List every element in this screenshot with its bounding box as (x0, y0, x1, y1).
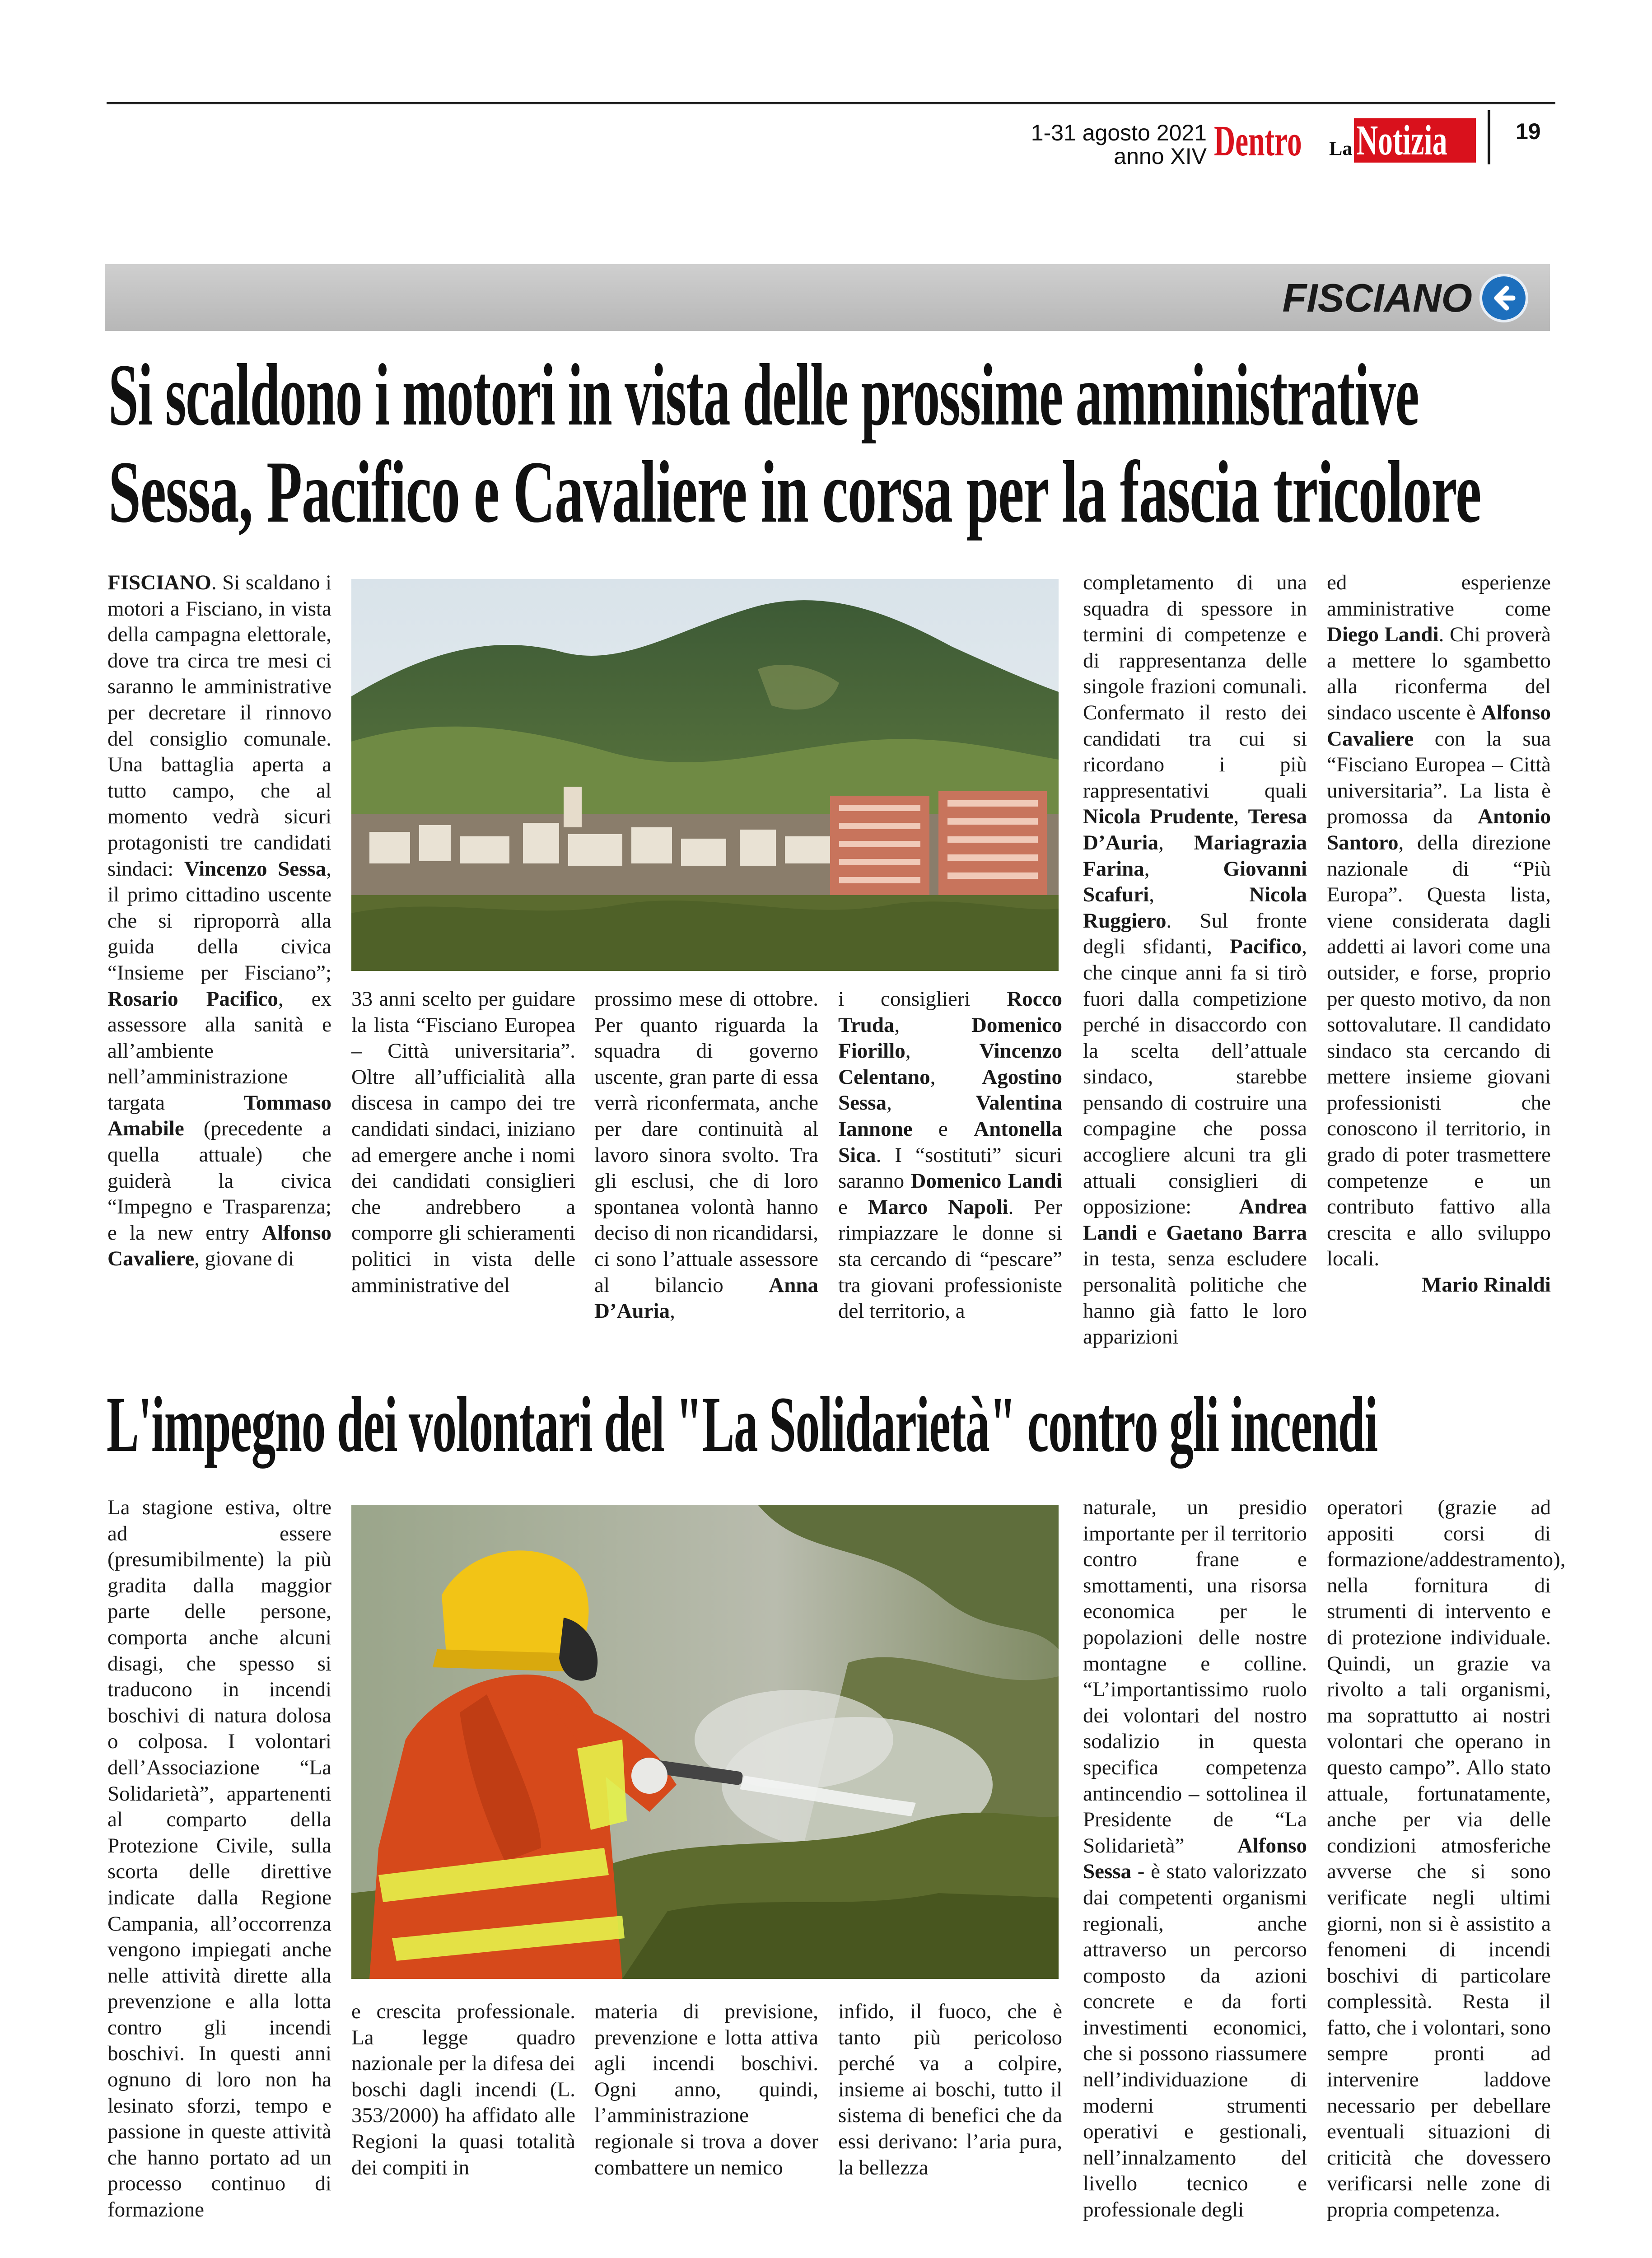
text-run: , il primo cittadino uscente che si riproporrà alla guida della civica “Insieme per Fisciano”; (107, 857, 332, 984)
top-rule (107, 102, 1555, 104)
article2-col4-text (838, 1999, 1062, 2181)
bold-name: Tommaso Amabile (107, 1091, 331, 1141)
bold-name: Antonio Santoro (1327, 805, 1551, 854)
text-run: , (887, 1091, 976, 1115)
bold-name: Teresa D’Auria (1083, 805, 1307, 854)
article1-title-line2: Sessa, Pacifico e Cavaliere in corsa per la fascia tricolore (108, 443, 1481, 541)
bold-name: Marco Napoli (868, 1195, 1008, 1219)
article2-col6-text (1327, 1495, 1566, 2223)
article1-col1 (107, 570, 331, 1333)
byline: Mario Rinaldi (1422, 1273, 1551, 1297)
text-run: prossimo mese di ottobre. Per quanto riguarda la squadra di governo uscente, gran parte di essa verrà riconfermata, anche per dare continuità al lavoro sinora svolto. Tra gli esclusi, che di loro spontanea volontà hanno deciso di non ricandidarsi, ci sono l’attuale assessore al bilancio (594, 987, 818, 1297)
logo-dentro: Dentro (1214, 117, 1302, 165)
article2-col3-text (594, 1999, 818, 2181)
bold-name: Vincenzo Sessa (184, 857, 327, 881)
text-run: . Chi proverà a mettere lo sgambetto alla riconferma del sindaco uscente è (1327, 623, 1551, 724)
bold-name: Agostino Sessa (838, 1065, 1062, 1115)
arrow-left-circle-icon[interactable] (1482, 276, 1526, 320)
text-run: , (930, 1065, 982, 1089)
article1-col2 (351, 986, 575, 1333)
text-run: La stagione estiva, oltre ad essere (presumibilmente) la più gradita dalla maggior parte delle persone, comporta anche alcuni disagi, che spesso si traducono in incendi boschivi di natura dolosa o colposa. I volontari dell’Associazione “La Solidarietà”, appartenenti al comparto della Protezione Civile, sulla scorta delle direttive indicate dalla Regione Campania, all’occorrenza vengono impiegati anche nelle attività dirette alla prevenzione e alla lotta contro gli incendi boschivi. In questi anni ognuno di loro non ha lesinato sforzi, tempo e passione in queste attività che hanno portato ad un processo continuo di formazione (107, 1496, 331, 2222)
article1-col2-text (351, 986, 575, 1298)
masthead-divider (1488, 110, 1490, 164)
text-run: , (1233, 805, 1248, 829)
text-run: , (1158, 830, 1194, 854)
bold-name: Pacifico (1230, 935, 1302, 959)
article2-col5-text (1083, 1495, 1307, 2223)
article1-col3 (594, 986, 818, 1333)
text-run: . Per rimpiazzare le donne si sta cercando di “pescare” tra giovani professioniste del territorio, a (838, 1195, 1062, 1323)
issue-year: anno XIV (1114, 144, 1207, 169)
bold-name: Gaetano Barra (1166, 1221, 1307, 1245)
text-run: e (1137, 1221, 1167, 1245)
issue-date-range: 1-31 agosto 2021 (1031, 120, 1207, 145)
text-run: , (1149, 883, 1250, 907)
text-run: e (912, 1117, 974, 1141)
text-run: 33 anni scelto per guidare la lista “Fisciano Europea – Città universitaria”. Oltre all’ufficialità alla discesa in campo dei tre candidati sindaci, iniziano ad emergere anche i nomi dei candidati consiglieri che andrebbero a comporre gli schieramenti politici in vista delle amministrative del (351, 987, 575, 1297)
article2-col1-text (107, 1495, 331, 2223)
text-run: i consiglieri (838, 987, 1007, 1011)
article2-col6 (1327, 1495, 1566, 2222)
logo-la: La (1329, 137, 1353, 159)
masthead-logo[interactable] (1214, 113, 1528, 163)
text-run: infido, il fuoco, che è tanto più pericoloso perché va a colpire, insieme ai boschi, tutto il sistema di benefici che da essi derivano: l’aria pura, la bellezza (838, 2000, 1062, 2179)
text-run: , ex assessore alla sanità e all’ambiente nell’amministrazione targata (107, 987, 331, 1115)
text-run: , (670, 1299, 675, 1323)
article2-title: L'impegno dei volontari del "La Solidarietà" contro gli incendi (107, 1381, 1377, 1469)
text-run: . Si scaldano i motori a Fisciano, in vista della campagna elettorale, dove tra circa tre mesi ci saranno le amministrative per decretare il rinnovo del consiglio comunale. Una battaglia aperta a tutto campo, che al momento vedrà sicuri protagonisti tre candidati sindaci: (107, 571, 331, 881)
text-run: in testa, senza escludere personalità politiche che hanno già fatto le loro apparizioni (1083, 1247, 1307, 1349)
bold-name: Alfonso Cavaliere (107, 1221, 331, 1271)
bold-name: Domenico Fiorillo (838, 1013, 1062, 1063)
article1-col5-text (1083, 570, 1307, 1350)
fisciano-town-photo (351, 579, 1059, 971)
bold-name: Giovanni Scafuri (1083, 857, 1307, 907)
bold-name: Mariagrazia Farina (1083, 830, 1307, 881)
article1-col6-text (1327, 570, 1551, 1272)
text-run: (precedente a quella attuale) che guiderà la civica “Impegno e Trasparenza; e la new entry (107, 1117, 331, 1245)
text-run: con la sua “Fisciano Europea – Città universitaria”. La lista è promossa da (1327, 727, 1551, 829)
bold-name: Nicola Prudente (1083, 805, 1234, 829)
article1-col6 (1327, 570, 1551, 1333)
article2-col2-text (351, 1999, 575, 2181)
article1-col5 (1083, 570, 1307, 1349)
article1-col3-text (594, 986, 818, 1325)
section-label: FISCIANO (1282, 275, 1472, 320)
bold-name: FISCIANO (107, 571, 211, 594)
text-run: , (1144, 857, 1223, 881)
article1-col4 (838, 986, 1062, 1333)
text-run: operatori (grazie ad appositi corsi di formazione/addestramento), nella fornitura di strumenti di intervento e di protezione individuale. Quindi, un grazie va rivolto a tali organismi, ma soprattutto ai nostri volontari che operano in questo campo”. Allo stato attuale, fortunatamente, anche per via delle condizioni atmosferiche avverse che si sono verificate negli ultimi giorni, non si è assistito a fenomeni di incendi boschivi di particolare complessità. Resta il fatto, che i volontari, sono sempre pronti ad intervenire laddove necessario per debellare eventuali situazioni di criticità che dovessero verificarsi nelle zone di propria competenza. (1327, 1496, 1566, 2222)
firefighter-photo (351, 1505, 1059, 1979)
article2-col4 (838, 1999, 1062, 2199)
text-run: - è stato valorizzato dai competenti organismi regionali, anche attraverso un percorso composto da azioni concrete e da forti investimenti economici, che si possono riassumere nell’individuazione di moderni strumenti operativi e gestionali, nell’innalzamento del livello tecnico e professionale degli (1083, 1860, 1307, 2222)
page-number: 19 (1516, 119, 1541, 144)
article2-col2 (351, 1999, 575, 2199)
article1-col1-text (107, 570, 331, 1272)
text-run: materia di previsione, prevenzione e lotta attiva agli incendi boschivi. Ogni anno, quindi, l’amministrazione regionale si trova a dover combattere un nemico (594, 2000, 818, 2179)
text-run: , (894, 1013, 971, 1037)
text-run: e crescita professionale. La legge quadro nazionale per la difesa dei boschi dagli incendi (L. 353/2000) ha affidato alle Regioni la quasi totalità dei compiti in (351, 2000, 575, 2179)
bold-name: Rocco Truda (838, 987, 1062, 1037)
text-run: , della direzione nazionale di “Più Europa”. Questa lista, viene considerata dagli addetti ai lavori come una outsider, e forse, proprio per questo motivo, da non sottovalutare. Il candidato sindaco sta cercando di mettere insieme giovani professionisti che conoscono il territorio, in grado di poter trasmettere competenze e un contributo fattivo alla crescita e allo sviluppo locali. (1327, 830, 1551, 1271)
bold-name: Alfonso Cavaliere (1327, 700, 1551, 751)
text-run: . Sul fronte degli sfidanti, (1083, 909, 1307, 959)
text-run: naturale, un presidio importante per il territorio contro frane e smottamenti, una risorsa economica per le popolazioni delle nostre montagne e colline. “L’importantissimo ruolo dei volontari del nostro sodalizio in questa specifica competenza antincendio – sottolinea il Presidente de “La Solidarietà” (1083, 1496, 1307, 1857)
text-run: , che cinque anni fa si tirò fuori dalla competizione perché in disaccordo con la scelta dell’attuale sindaco, starebbe pensando di costruire una compagine che possa accogliere alcuni tra gli attuali consiglieri di opposizione: (1083, 935, 1307, 1219)
issue-date (1007, 121, 1207, 168)
article1-col4-text (838, 986, 1062, 1325)
text-run: completamento di una squadra di spessore in termini di competenze e di rappresentanza delle singole frazioni comunali. Confermato il resto dei candidati tra cui si ricordano i più rappresentativi quali (1083, 571, 1307, 802)
bold-name: Domenico Landi (910, 1169, 1062, 1193)
article2-col5 (1083, 1495, 1307, 2222)
article2-col3 (594, 1999, 818, 2199)
text-run: , (905, 1039, 980, 1063)
text-run: . I “sostituti” sicuri saranno (838, 1143, 1062, 1193)
text-run: ed esperienze amministrative come (1327, 571, 1551, 620)
bold-name: Andrea Landi (1083, 1195, 1307, 1245)
bold-name: Valentina Iannone (838, 1091, 1062, 1141)
text-run: , giovane di (194, 1247, 294, 1271)
bold-name: Alfonso Sessa (1083, 1833, 1307, 1884)
bold-name: Rosario Pacifico (107, 987, 278, 1011)
article1-title-line1: Si scaldono i motori in vista delle prossime amministrative (108, 346, 1419, 444)
article2-col1 (107, 1495, 331, 2222)
bold-name: Vincenzo Celentano (838, 1039, 1062, 1089)
text-run: e (838, 1195, 868, 1219)
bold-name: Nicola Ruggiero (1083, 883, 1307, 933)
logo-notizia: Notizia (1354, 118, 1476, 163)
bold-name: Diego Landi (1327, 623, 1439, 647)
bold-name: Anna D’Auria (594, 1273, 818, 1323)
bold-name: Antonella Sica (838, 1117, 1062, 1167)
